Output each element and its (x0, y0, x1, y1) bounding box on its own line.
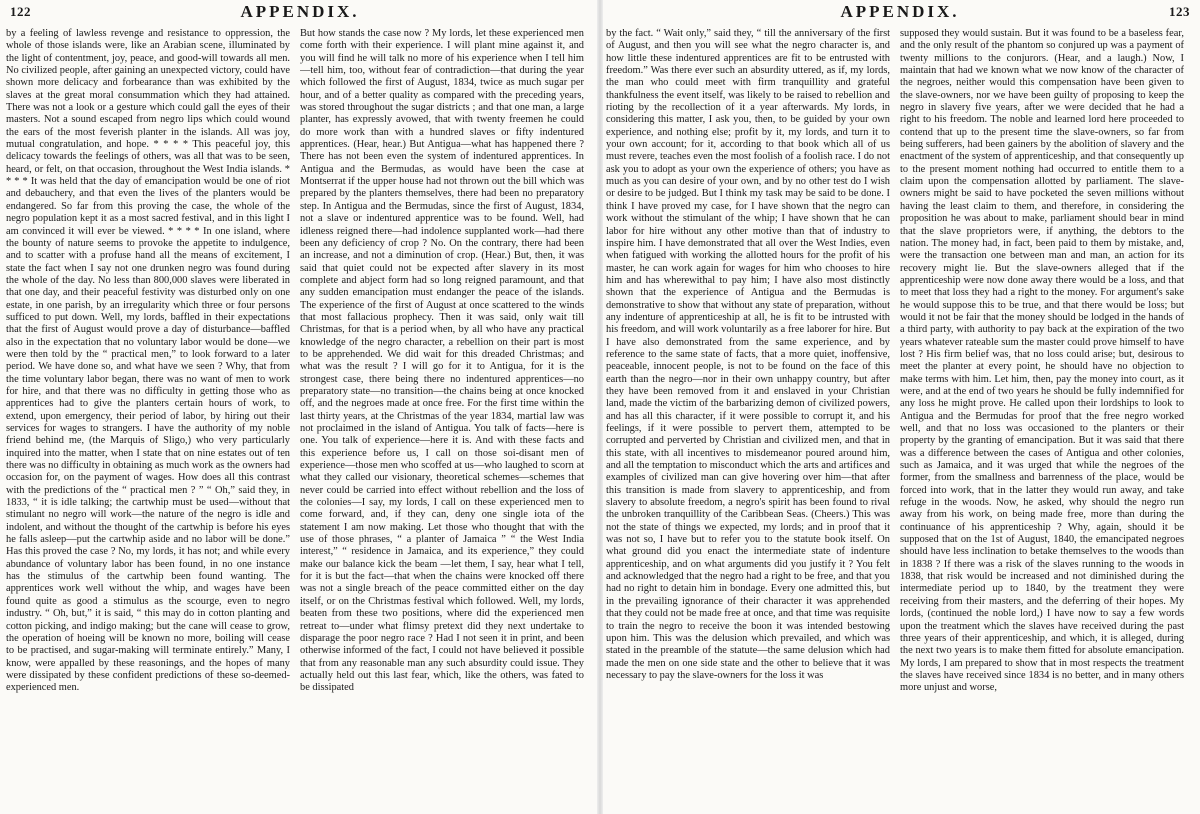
right-column-1-text: by the fact. “ Wait only,” said they, “ till the anniversary of the first of August, and then you will see what the negro character is, and how little these indentured apprentices are fit to be entrusted with freedom.” Was there ever such an absurdity uttered, as if, my lords, the man who could meet with firm tranquillity and grateful thankfulness the event itself, was likely to be raised to rebellion and rioting by the recollection of it a year afterwards. My lords, in considering this matter, I ask you, then, to be guided by your own experience, and nothing else; profit by it, my lords, and turn it to your own account; for it, according to that book which all of us must revere, teaches even the most foolish of a foolish race. I do not ask you to adopt as your own the experience of others; you have as much as you can desire of your own, and by no other test do I wish or desire to be judged. But I think my task may be said to be done. I think I have proved my case, for I have shown that the negro can work without the stimulant of the whip; I have shown that he can labor for hire without any other motive than that of industry to inspire him. I have demonstrated that all over the West Indies, even when fatigued with working the allotted hours for the profit of his master, he can work again for wages for him who chooses to hire him and has wherewithal to pay him; I have also most distinctly shown that the experience of Antigua and the Bermudas is demonstrative to show that without any state of preparation, without any indenture of apprenticeship at all, he is fit to be intrusted with his freedom, and will work voluntarily as a free laborer for hire. But I have also demonstrated from the same experience, and by reference to the same state of facts, that a more quiet, inoffensive, peaceable, innocent people, is not to be found on the face of this earth than the negro—nor in their own unhappy country, but after they have been removed from it and enslaved in your Christian land, made the victim of the barbarizing demon of civilized powers, and has all this character, if it were possible to corrupt it, and his feelings, if it were possible to pervert them, attempted to be corrupted and perverted by Christian and civilized men, and that in this state, with all incentives to misdemeanor poured around him, and all the temptation to misconduct which the arts and artifices and examples of civilized man can give hovering over him—that after this transition is made from slavery to apprenticeship, and from slavery to absolute freedom, a negro's spirit has been found to rival the unbroken tranquillity of the Caribbean Seas. (Cheers.) This was not the state of things we expected, my lords; and in proof that it was not so, I have but to refer you to the statute book itself. On what ground did you enact the intermediate state of indenture apprenticeship, and on what arguments did you justify it ? You felt and acknowledged that the negro had a right to be free, and that you had no right to detain him in bondage. Every one admitted this, but in the prevailing ignorance of their character it was apprehended that they could not be made free at once, and that time was requisite to train the negro to receive the boon it was intended bestowing upon him. This was the delusion which prevailed, and which was stated in the preamble of the statute—the same delusion which had made the men on one side state and the other to believe that it was necessary to pay the slave-owners for the loss it was (606, 28, 890, 681)
right-page-column-2 (900, 28, 1184, 810)
right-page-column-1 (606, 28, 890, 810)
right-column-2-text: supposed they would sustain. But it was found to be a baseless fear, and the only result of the phantom so conjured up was a payment of twenty millions to the conjurors. (Hear, and a laugh.) Now, I maintain that had we known what we now know of the character of the negroes, neither would this compensation have been given to the slave-owners, nor we have been guilty of proposing to keep the negro in slavery five years, after we were decided that he had a right to his freedom. The noble and learned lord here proceeded to contend that up to the present time the slave-owners, so far from being sufferers, had been gainers by the abolition of slavery and the enactment of the system of apprenticeship, and that consequently up to the present moment nothing had occurred to entitle them to a claim upon the compensation allotted by parliament. The slave-owners might be said to have pocketed the seven millions without having the least claim to them, and therefore, in considering the proposition he was about to make, parliament should bear in mind that the slave proprietors were, if anything, the debtors to the nation. The money had, in fact, been paid to them by mistake, and, were the transaction one between man and man, an action for its recovery might lie. But the slave-owners alleged that if the apprenticeship were now done away there would be a loss, and that to meet that loss they had a right to the money. For argument's sake he would suppose this to be true, and that there would be loss; but would it not be fair that the money should be lodged in the hands of a third party, with authority to pay back at the expiration of the two years whatever rateable sum the master could prove himself to have lost ? His firm belief was, that no loss could arise; but, desirous to meet the planter at every point, he should have no objection to make terms with him. Let him, then, pay the money into court, as it were, and at the end of two years he should be fully indemnified for any loss he might prove. He called upon their lordships to look to Antigua and the Bermudas for proof that the free negro worked well, and that no loss was occasioned to the planters or their property by the granting of emancipation. But it was said that there was a difference between the cases of Antigua and other colonies, such as Jamaica, and it was urged that while the negroes of the former, from the smallness and barrenness of the place, would be forced into work, that in the latter they would run away, and take refuge in the woods. Now, he asked, why should the negro run away from his work, on being made free, more than during the continuance of his apprenticeship ? Why, again, should it be supposed that on the 1st of August, 1840, the emancipated negroes should have less inclination to betake themselves to the woods than in 1838 ? If there was a risk of the slaves running to the woods in 1838, that risk would be increased and not diminished during the intermediate period up to 1840, by the treatment they were receiving from their masters, and the deferring of their hopes. My lords, (continued the noble lord,) I have now to say a few words upon the treatment which the slaves have received during the past three years of their apprenticeship, and which, it is alleged, during the next two years is to make them fitted for absolute emancipation. My lords, I am prepared to show that in most respects the treatment the slaves have received since 1834 is no better, and in many others more unjust and worse, (900, 28, 1184, 694)
left-page-column-1 (6, 28, 290, 810)
left-page-header (0, 2, 600, 24)
right-page-columns (606, 28, 1194, 810)
right-page (600, 0, 1200, 814)
left-column-2-text: But how stands the case now ? My lords, let these experienced men come forth with their experience. I will plant mine against it, and you will find he will talk no more of his experience when I tell him—tell him, too, without fear of contradiction—that during the year which followed the first of August, 1834, twice as much sugar per hour, and of a better quality as compared with the preceding years, was stored throughout the sugar districts ; and that one man, a large planter, has expressly avowed, that with twenty freemen he could do more work than with a hundred slaves or fifty indentured apprentices. (Hear, hear.) But Antigua—what has happened there ? There has not been even the system of indentured apprentices. In Antigua and the Bermudas, as would have been the case at Montserrat if the upper house had not thrown out the bill which was prepared by the planters themselves, there had been no preparatory step. In Antigua and the Bermudas, since the first of August, 1834, not a slave or indentured apprentice was to be found. Well, had idleness reigned there—had indolence supplanted work—had there been any deficiency of crop ? No. On the contrary, there had been an increase, and not a diminution of crop. (Hear.) But, then, it was said that quiet could not be expected after slavery in its most complete and abject form had so long reigned paramount, and that any sudden emancipation must endanger the peace of the islands. The experience of the first of August at once scattered to the winds that most fallacious prophecy. Then it was said, only wait till Christmas, for that is a period when, by all who have any practical knowledge of the negro character, a rebellion on their part is most to be apprehended. We did wait for this dreaded Christmas; and what was the result ? I will go for it to Antigua, for it is the strongest case, there being there no indentured apprentices—no preparatory state—no transition—the chains being at once knocked off, and the negroes made at once free. For the first time within the last thirty years, at the Christmas of the year 1834, martial law was not proclaimed in the island of Antigua. You talk of facts—here is one. You talk of experience—here it is. And with these facts and this experience before us, I call on those soi-disant men of experience—those men who scoffed at us—who laughed to scorn at what they called our visionary, theoretical schemes—schemes that never could be carried into effect without rebellion and the loss of the colonies—I say, my lords, I call on these experienced men to come forward, and, if they can, deny one single iota of the statement I am now making. Let those who thought that with the use of those phrases, “ a planter of Jamaica ” “ the West India interest,” “ residence in Jamaica, and its experience,” they could make our balance kick the beam —let them, I say, hear what I tell, for it is but the fact—that when the chains were knocked off there was not a single breach of the peace committed either on the day itself, or on the Christmas festival which followed. Well, my lords, beaten from these two positions, where did the experienced men retreat to—under what flimsy pretext did they next undertake to disparage the poor negro race ? Had I not seen it in print, and been otherwise informed of the fact, I could not have believed it possible that from any reasonable man any such absurdity could issue. They actually held out this last fear, which, like the others, was fated to be dissipated (300, 28, 584, 694)
left-page-columns (6, 28, 594, 810)
right-page-number: 123 (1169, 4, 1190, 19)
left-column-1-text: by a feeling of lawless revenge and resistance to oppression, the whole of those islands were, like an Arabian scene, illuminated by the light of contentment, joy, peace, and good-will towards all men. No civilized people, after gaining an unexpected victory, could have shown more delicacy and forbearance than was exhibited by the slaves at the great moral consummation which they had attained. There was not a look or a gesture which could gall the eyes of their masters. Not a sound escaped from negro lips which could wound the ears of the most feverish planter in the islands. All was joy, mutual congratulation, and hope. * * * * This peaceful joy, this delicacy towards the feelings of others, was all that was to be seen, heard, or felt, on that occasion, throughout the West India islands. * * * * It was held that the day of emancipation would be one of riot and debauchery, and that even the lives of the planters would be endangered. So far from this proving the case, the whole of the negro population kept it as a most sacred festival, and in this light I am convinced it will ever be viewed. * * * * In one island, where the bounty of nature seems to provoke the appetite to indulgence, and to scatter with a profuse hand all the means of excitement, I state the fact when I say not one drunken negro was found during the whole of the day. No less than 800,000 slaves were liberated in that one day, and their peaceful festivity was disturbed only on one estate, in one parish, by an irregularity which three or four persons sufficed to put down. Well, my lords, baffled in their expectations that the first of August would prove a day of disturbance—baffled also in the expectation that no voluntary labor would be done—we were then told by the “ practical men,” to look forward to a later period. We have done so, and what have we seen ? Why, that from the time voluntary labor began, there was no want of men to work for hire, and that there was no difficulty in getting those who as apprentices had to give the planters certain hours of work, to extend, upon emergency, their period of labor, by hiring out their services for wages to strangers. I have the authority of my noble friend behind me, (the Marquis of Sligo,) who very particularly inquired into the matter, when I state that on nine estates out of ten there was no difficulty in obtaining as much work as the owners had occasion for, on the payment of wages. How does all this contrast with the predictions of the “ practical men ? ” “ Oh,” said they, in 1833, “ it is idle talking; the cartwhip must be used—without that stimulant no negro will work—the nature of the negro is idle and indolent, and without the thought of the cartwhip is before his eyes he falls asleep—put the cartwhip aside and no labor will be done.” Has this proved the case ? No, my lords, it has not; and while every abundance of voluntary labor has been found, in no one instance has the stimulus of the cartwhip been found wanting. The apprentices work well without the whip, and wages have been found quite as good a stimulus as the scourge, even to negro industry. “ Oh, but,” it is said, “ this may do in cotton planting and cotton picking, and indigo making; but the cane will cease to grow, the operation of hoeing will be known no more, boiling will cease to be practised, and sugar-making will terminate entirely.” Many, I know, were appalled by these reasonings, and the hopes of many were dissipated by these confident predictions of these so-deemed-experienced men. (6, 28, 290, 694)
left-page-column-2 (300, 28, 584, 810)
right-page-header (600, 2, 1200, 24)
left-running-head: APPENDIX. (240, 2, 360, 21)
left-page-number: 122 (10, 4, 31, 19)
right-running-head: APPENDIX. (840, 2, 960, 21)
